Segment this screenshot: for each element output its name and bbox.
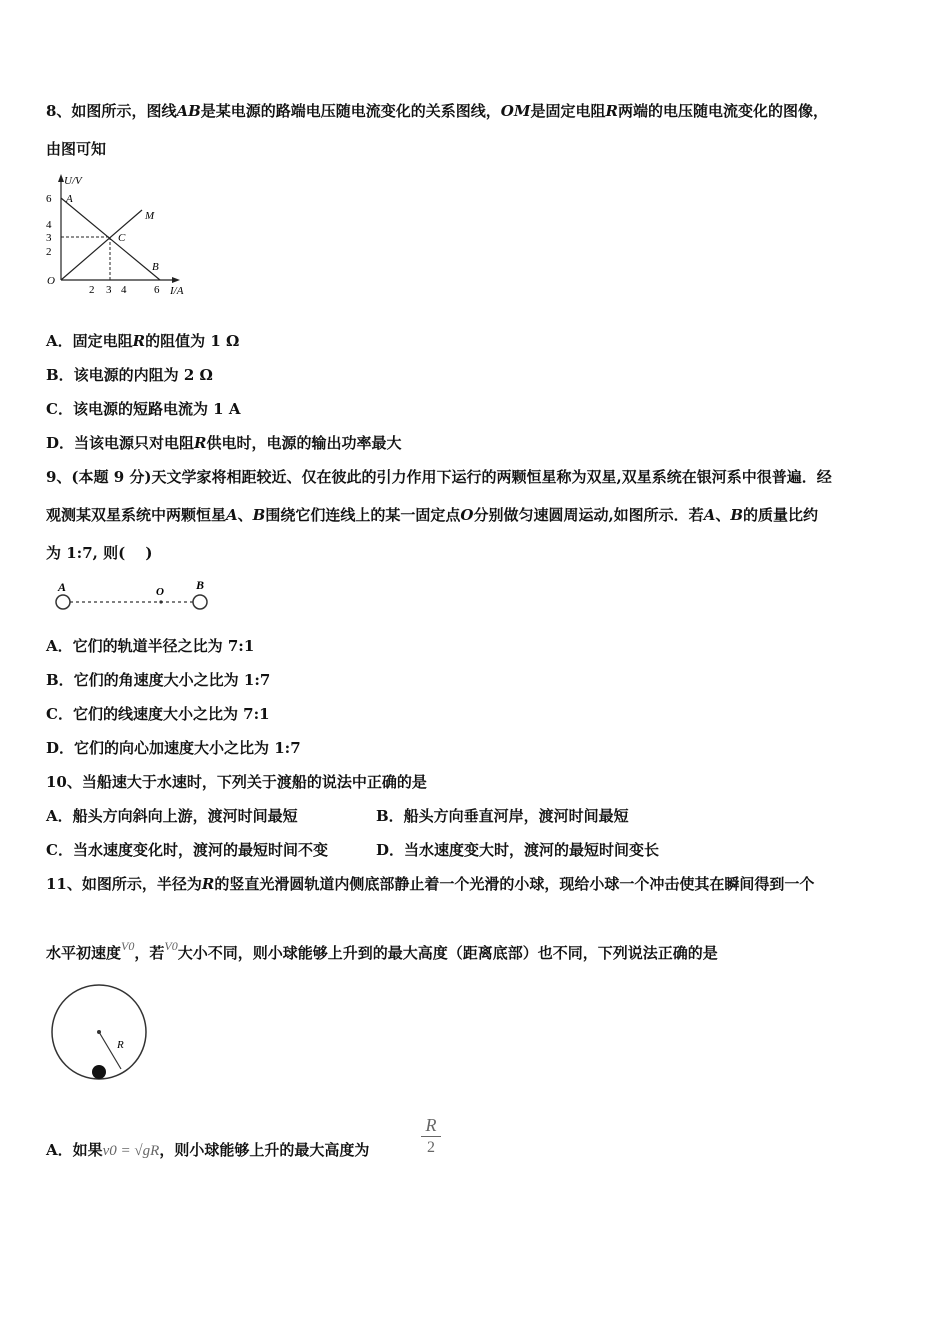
q9-stem-text-3: 分别做匀速圆周运动,如图所示．若 [473,506,704,524]
q11-option-a [46,1140,369,1161]
q9-star-a: A [226,506,238,524]
q9-star-b-2: B [730,506,744,524]
q8-x-tick: 6 [154,284,160,296]
q8-option-a-r: R [132,332,146,350]
q10-option-a: A．船头方向斜向上游，渡河时间最短 [46,807,298,825]
q9-binary-star-figure [50,576,220,616]
q9-star-a-2: A [703,506,716,524]
q8-y-tick: 4 [46,219,52,231]
q8-stem-text-1: 8、如图所示，图线 [46,102,177,120]
q11-stem-text-2: 的竖直光滑圆轨道内侧底部静止着一个光滑的小球，现给小球一个冲击使其在瞬间得到一个 [214,875,815,893]
q10-option-b: B．船头方向垂直河岸，渡河时间最短 [376,807,629,825]
q8-option-d-r: R [194,434,207,452]
q11-option-a-equation: v0 = √gR [102,1143,160,1159]
q10-stem: 10、当船速大于水速时，下列关于渡船的说法中正确的是 [46,773,427,791]
q8-line-ab: AB [176,102,201,120]
q11-v0-symbol: V0 [121,939,135,953]
q11-fraction-numerator: R [425,1115,437,1135]
q9-stem-line3: 为 1:7, 则( ) [46,544,153,562]
q9-stem-text-4: 的质量比约 [743,506,819,524]
q11-ball [92,1065,106,1079]
q10-option-d: D．当水速度变大时，渡河的最短时间变长 [376,841,660,859]
q8-option-d-text-1: D．当该电源只对电阻 [46,434,195,452]
q8-origin-label: O [47,275,55,287]
q9-point-o-dot [159,600,162,603]
q9-label-a: A [58,580,67,594]
q11-stem-line2 [46,936,718,963]
q11-option-a-text-2: ，则小球能够上升的最大高度为 [159,1141,370,1159]
q8-x-tick: 2 [89,284,95,296]
q9-star-a-circle [56,595,70,609]
q11-radius-r: R [201,875,215,893]
q8-line-om: OM [500,102,531,120]
q9-stem-line2 [46,505,818,525]
q8-option-d-text-2: 供电时，电源的输出功率最大 [206,434,402,452]
q8-y-axis-label: U/V [64,175,82,187]
q9-label-b: B [196,578,205,592]
q8-option-d [46,433,402,453]
q11-option-a-text-1: A．如果 [46,1141,103,1159]
q8-x-axis-arrow [172,277,180,283]
q8-stem-line2: 由图可知 [46,140,107,158]
q8-x-tick: 3 [106,284,112,296]
q8-stem-text-3: 是固定电阻 [530,102,606,120]
q8-stem-line1 [46,101,828,121]
q11-stem-text-1: 11、如图所示，半径为 [46,875,202,893]
q11-stem-text-4: ，若 [134,944,165,962]
q9-label-o: O [156,586,164,598]
q8-point-a-label: A [66,193,73,205]
q8-ui-graph [42,170,202,300]
q8-y-tick: 3 [46,232,52,244]
q9-stem-text-1: 观测某双星系统中两颗恒星 [46,506,227,524]
q9-option-c: C．它们的线速度大小之比为 7:1 [46,705,270,723]
q11-v0-symbol-2: V0 [164,939,178,953]
q8-y-tick: 2 [46,246,52,258]
q9-star-b-circle [193,595,207,609]
q8-resistor-r: R [605,102,618,120]
q9-option-a: A．它们的轨道半径之比为 7:1 [46,637,255,655]
q11-stem-line1 [46,874,814,894]
q8-line-om-plot [61,210,142,280]
q8-option-a-text-2: 的阻值为 1 Ω [145,332,240,350]
q8-point-c-label: C [118,232,126,244]
q8-point-m-label: M [145,210,155,222]
q8-stem-text-2: 是某电源的路端电压随电流变化的关系图线， [200,102,501,120]
q10-option-c: C．当水速度变化时，渡河的最短时间不变 [46,841,328,859]
q9-separator-2: 、 [715,506,731,524]
q8-x-axis-label: I/A [170,285,184,297]
q8-option-a-text-1: A．固定电阻 [46,332,133,350]
q8-y-tick: 6 [46,193,52,205]
q10-options-row1 [46,806,629,826]
q10-options-row2 [46,840,660,860]
q8-stem-text-4: 两端的电压随电流变化的图像， [617,102,828,120]
q9-star-b: B [252,506,266,524]
q11-fraction [421,1114,441,1159]
q11-fraction-denominator: 2 [421,1136,441,1159]
q8-option-b: B．该电源的内阻为 2 Ω [46,366,213,384]
q9-stem-text-2: 围绕它们连线上的某一固定点 [265,506,461,524]
q9-option-d: D．它们的向心加速度大小之比为 1:7 [46,739,301,757]
q8-option-a [46,331,239,351]
q8-x-tick: 4 [121,284,127,296]
q9-stem-line1: 9、(本题 9 分)天文学家将相距较近、仅在彼此的引力作用下运行的两颗恒星称为双星,双星系统在银河系中很普遍．经 [46,468,832,486]
q8-option-c: C．该电源的短路电流为 1 A [46,400,241,418]
q8-point-b-label: B [152,261,159,273]
q11-radius-label: R [117,1039,124,1051]
q9-point-o: O [460,506,474,524]
q9-separator: 、 [237,506,253,524]
q11-circular-track-figure [46,982,156,1092]
q11-stem-text-5: 大小不同，则小球能够上升到的最大高度（距离底部）也不同，下列说法正确的是 [177,944,718,962]
q9-option-b: B．它们的角速度大小之比为 1:7 [46,671,271,689]
q11-stem-text-3: 水平初速度 [46,944,122,962]
